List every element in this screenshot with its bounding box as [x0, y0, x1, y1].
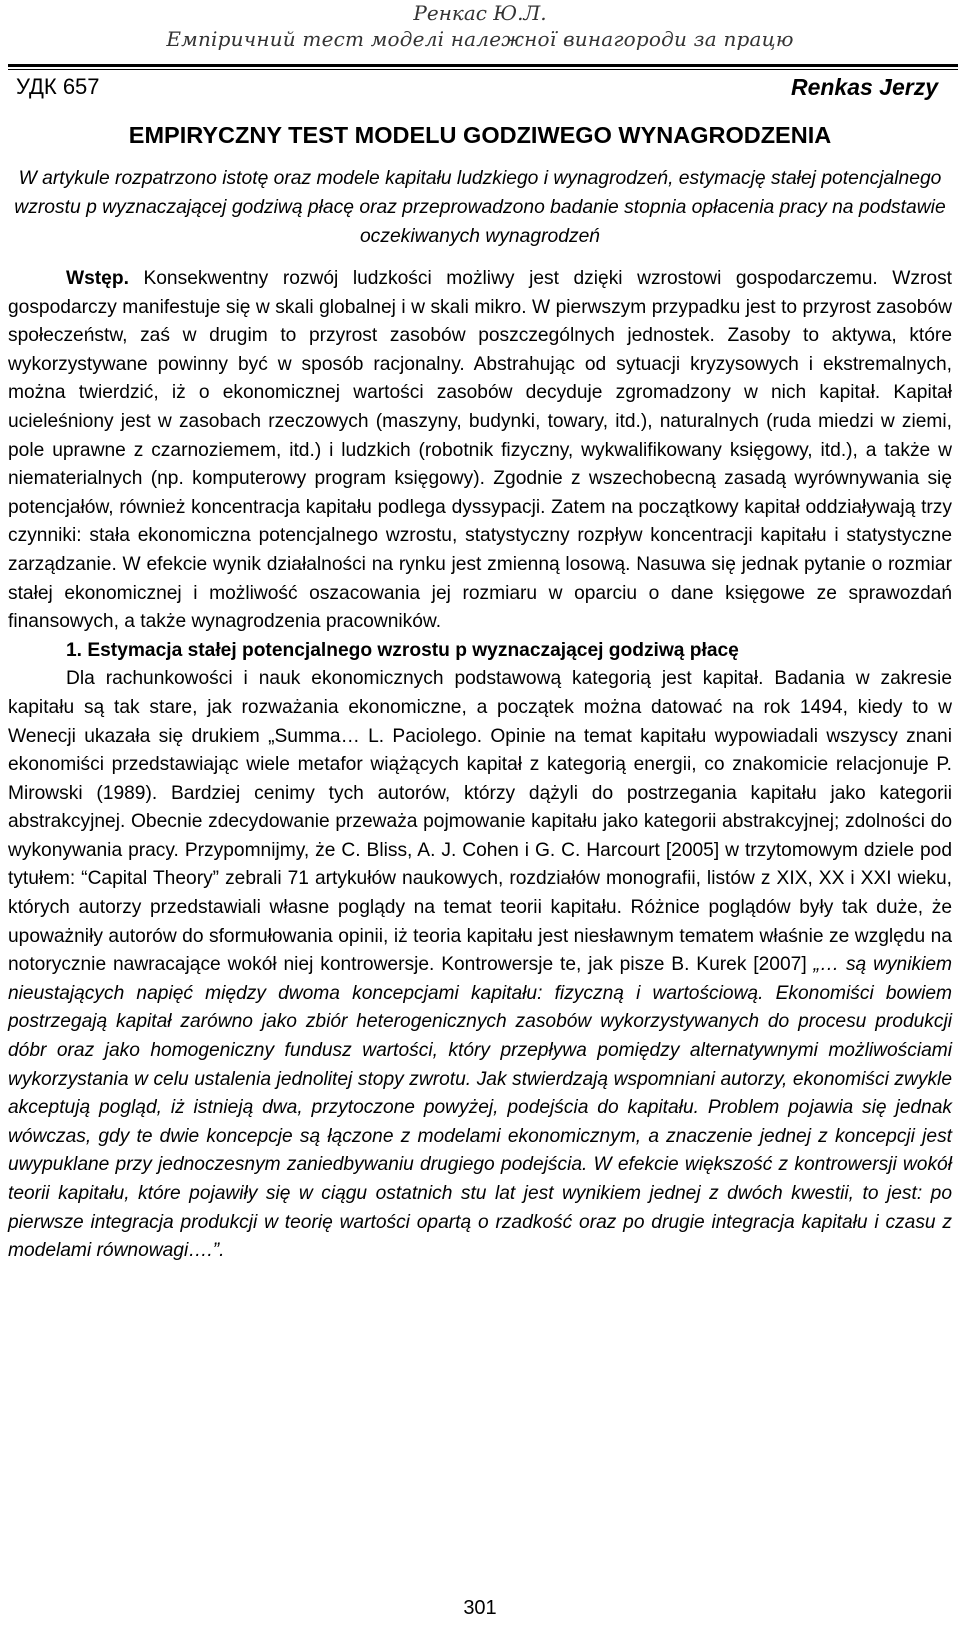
article-title: EMPIRYCZNY TEST MODELU GODZIWEGO WYNAGRODZENIA	[128, 122, 832, 148]
article-body	[8, 265, 952, 1266]
page-number: 301	[463, 1597, 497, 1619]
quotation-text: „… są wynikiem nieustających napięć między dwoma koncepcjami kapitału: fizyczną i wartościową. Ekonomiści bowiem postrzegają kapitał zarówno jako zbiór heterogenicznych zasobów wykorzystywanych do procesu produkcji dóbr oraz jako homogeniczny fundusz wartości, który przepływa pomiędzy alternatywnymi możliwościami wykorzystania w celu ustalenia jednolitej stopy zwrotu. Jak stwierdzają wspomniani autorzy, ekonomiści zwykle akceptują pogląd, iż istnieją dwa, przytoczone powyżej, podejścia do kapitału. Problem pojawia się jednak wówczas, gdy te dwie koncepcje są łączone z modelami ekonomicznym, a znaczenie jednej z koncepcji jest uwypuklane przy jednoczesnym zaniedbywaniu drugiego podejścia. W efekcie większość z kontrowersji wokół teorii kapitału, które pojawiły się w ciągu ostatnich stu lat jest wynikiem jednej z dwóch kwestii, to jest: po pierwsze integracja produkcji w teorię wartości opartą o rzadkość oraz po drugie integracja kapitału i czasu z modelami równowagi….”.	[8, 954, 952, 1262]
author-name: Renkas Jerzy	[790, 74, 938, 100]
udk-code: УДК 657	[16, 74, 100, 99]
section-text: Dla rachunkowości i nauk ekonomicznych podstawową kategorią jest kapitał. Badania w zakresie kapitału są tak stare, jak rozważania ekonomiczne, a początek można datować na rok 1494, kiedy to w Wenecji ukazała się drukiem „Summa… L. Paciolego. Opinie na temat kapitału wypowiadali wszyscy znani ekonomiści przedstawiając wiele metafor wiążących kapitał z kategorią energii, co znakomicie relacjonuje P. Mirowski (1989). Bardziej cenimy tych autorów, którzy dążyli do postrzegania kapitału jako kategorii abstrakcyjnej. Obecnie zdecydowanie przeważa pojmowanie kapitału jako kategorii abstrakcyjnej; zdolności do wykonywania pracy. Przypomnijmy, że C. Bliss, A. J. Cohen i G. C. Harcourt [2005] w trzytomowym dziele pod tytułem: “Capital Theory” zebrali 71 artykułów naukowych, rozdziałów monografii, listów z XIX, XX i XXI wieku, których autorzy przedstawiali własne poglądy na temat teorii kapitału. Różnice poglądów były tak duże, że upoważniły autorów do sformułowania opinii, iż teoria kapitału jest niesławnym tematem właśnie ze względu na notorycznie nawracające wokół niej kontrowersje. Kontrowersje te, jak pisze B. Kurek [2007]	[8, 668, 952, 976]
header-rule-thin	[8, 69, 958, 70]
header-rule	[8, 64, 958, 67]
running-head-title: Емпіричний тест моделі належної винагороди за працю	[166, 27, 794, 51]
section-heading: 1. Estymacja stałej potencjalnego wzrostu p wyznaczającej godziwą płacę	[66, 639, 739, 661]
intro-text: Konsekwentny rozwój ludzkości możliwy jest dzięki wzrostowi gospodarczemu. Wzrost gospodarczy manifestuje się w skali globalnej i w skali mikro. W pierwszym przypadku jest to przyrost zasobów społeczeństw, zaś w drugim to przyrost zasobów poszczególnych jednostek. Zasoby to aktywa, które wykorzystywane powinny być w sposób racjonalny. Abstrahując od sytuacji kryzysowych i ekstremalnych, można twierdzić, iż o ekonomicznej wartości zasobów decyduje zgromadzony w nich kapitał. Kapitał ucieleśniony jest w zasobach rzeczowych (maszyny, budynki, towary, itd.), naturalnych (ruda miedzi w ziemi, pole uprawne z czarnoziemem, itd.) i ludzkich (robotnik fizyczny, wykwalifikowany księgowy, itd.), a także w niematerialnych (np. komputerowy program księgowy). Zgodnie z wszechobecną zasadą wyrównywania się potencjałów, również koncentracja kapitału podlega dyssypacji. Zatem na początkowy kapitał oddziaływają trzy czynniki: stała ekonomiczna potencjalnego wzrostu, statystyczny rozpływ koncentracji kapitału i statystyczne zarządzanie. W efekcie wynik działalności na rynku jest zmienną losową. Nasuwa się jednak pytanie o rozmiar stałej ekonomicznej i możliwość oszacowania jej rozmiaru w oparciu o dane księgowe ze sprawozdań finansowych, a także wynagrodzenia pracowników.	[8, 268, 952, 633]
running-head-author: Ренкас Ю.Л.	[413, 1, 547, 25]
running-head	[0, 0, 960, 52]
intro-lead: Wstęp.	[66, 268, 129, 289]
section-paragraph	[8, 665, 952, 1265]
intro-paragraph	[8, 265, 952, 637]
abstract: W artykule rozpatrzono istotę oraz modele kapitału ludzkiego i wynagrodzeń, estymację stałej potencjalnego wzrostu p wyznaczającej godziwą płacę oraz przeprowadzono badanie stopnia opłacenia pracy na podstawie oczekiwanych wynagrodzeń	[14, 168, 946, 247]
